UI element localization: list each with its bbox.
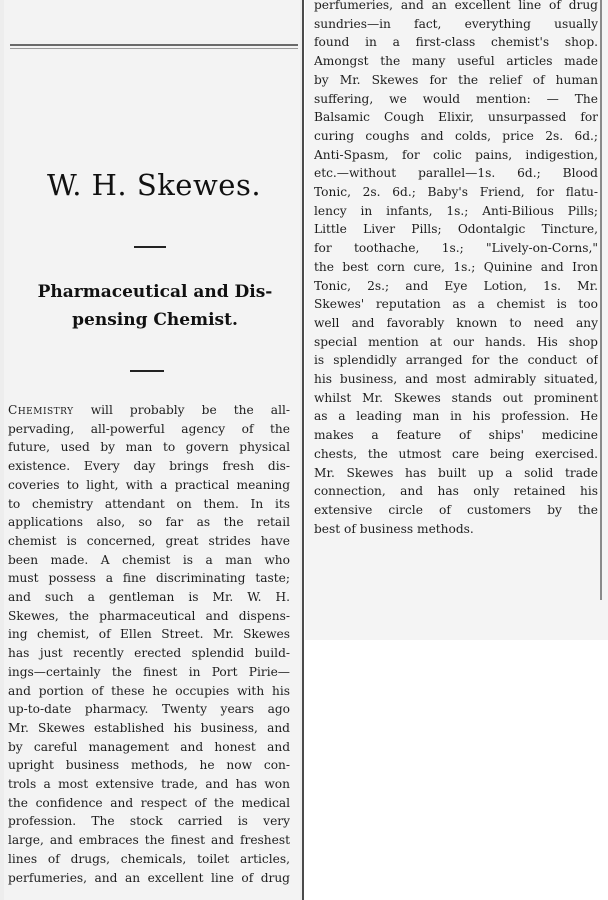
text-line: the confidence and respect of the medical: [8, 795, 290, 810]
article-title: W. H. Skewes.: [46, 168, 262, 202]
text-line: applications also, so far as the retail: [8, 515, 290, 530]
text-line: as a leading man in his profession. He: [314, 409, 598, 424]
text-line: chemist is concerned, great strides have: [8, 533, 290, 548]
text-line: Chemistry will probably be the all-: [8, 403, 290, 417]
text-line: makes a feature of ships' medicine: [314, 428, 598, 443]
text-line: Skewes' reputation as a chemist is too: [314, 297, 598, 312]
text-line: Anti-Spasm, for colic pains, indigestion,: [314, 147, 598, 162]
text-line: and portion of these he occupies with his: [8, 683, 290, 698]
text-line: special mention at our hands. His shop: [314, 334, 598, 349]
subtitle-line-1: Pharmaceutical and Dis-: [37, 282, 273, 302]
text-line: Mr. Skewes established his business, and: [8, 720, 290, 735]
article-body-right: [314, 0, 598, 538]
blank-area: [305, 640, 608, 900]
text-line: Little Liver Pills; Odontalgic Tincture,: [314, 222, 598, 237]
text-line: by Mr. Skewes for the relief of human: [314, 72, 598, 87]
text-line: is splendidly arranged for the conduct of: [314, 353, 598, 368]
text-line: and such a gentleman is Mr. W. H.: [8, 590, 290, 605]
text-line: has just recently erected splendid build-: [8, 646, 290, 661]
text-line: etc.—without parallel—1s. 6d.; Blood: [314, 166, 598, 181]
column-divider: [302, 0, 304, 900]
header-rule-thin: [10, 48, 298, 49]
text-line: perfumeries, and an excellent line of drug: [314, 0, 598, 12]
text-line: future, used by man to govern physical: [8, 440, 290, 455]
text-line: Tonic, 2s. 6d.; Baby's Friend, for flatu-: [314, 185, 598, 200]
text-line: Mr. Skewes has built up a solid trade: [314, 465, 598, 480]
text-line: extensive circle of customers by the: [314, 502, 598, 517]
text-line: Skewes, the pharmaceutical and dispens-: [8, 608, 290, 623]
article-subtitle: [18, 278, 292, 334]
text-line: his business, and most admirably situated,: [314, 372, 598, 387]
right-column-edge-rule: [600, 0, 602, 600]
text-line: profession. The stock carried is very: [8, 814, 290, 829]
title-separator: [134, 246, 166, 248]
text-line: up-to-date pharmacy. Twenty years ago: [8, 702, 290, 717]
text-line: ing chemist, of Ellen Street. Mr. Skewes: [8, 627, 290, 642]
subtitle-separator: [130, 370, 164, 372]
article-body-left: [8, 401, 290, 887]
text-line: must possess a fine discriminating taste;: [8, 571, 290, 586]
text-line: whilst Mr. Skewes stands out prominent: [314, 390, 598, 405]
text-line: Tonic, 2s.; and Eye Lotion, 1s. Mr.: [314, 278, 598, 293]
text-line: ings—certainly the finest in Port Pirie—: [8, 664, 290, 679]
text-line: sundries—in fact, everything usually: [314, 16, 598, 31]
text-line: Balsamic Cough Elixir, unsurpassed for: [314, 110, 598, 125]
text-line: for toothache, 1s.; "Lively-on-Corns,": [314, 241, 598, 256]
text-line: to chemistry attendant on them. In its: [8, 496, 290, 511]
text-line: been made. A chemist is a man who: [8, 552, 290, 567]
text-line: the best corn cure, 1s.; Quinine and Iron: [314, 259, 598, 274]
text-line: large, and embraces the finest and freshest: [8, 833, 290, 848]
text-line: found in a first-class chemist's shop.: [314, 35, 598, 50]
text-line: lines of drugs, chemicals, toilet articles,: [8, 851, 290, 866]
subtitle-line-2: pensing Chemist.: [72, 310, 238, 330]
text-line: chests, the utmost care being exercised.: [314, 446, 598, 461]
text-line: lency in infants, 1s.; Anti-Bilious Pills;: [314, 203, 598, 218]
text-line: curing coughs and colds, price 2s. 6d.;: [314, 128, 598, 143]
text-line: trols a most extensive trade, and has won: [8, 777, 290, 792]
text-line: connection, and has only retained his: [314, 484, 598, 499]
text-line: perfumeries, and an excellent line of drug: [8, 870, 290, 885]
text-line: suffering, we would mention: — The: [314, 91, 598, 106]
drop-word: Chemistry: [8, 403, 74, 417]
text-line: upright business methods, he now con-: [8, 758, 290, 773]
text-line: existence. Every day brings fresh dis-: [8, 459, 290, 474]
text-line: coveries to light, with a practical meaning: [8, 477, 290, 492]
header-rule: [10, 44, 298, 46]
text-line: well and favorably known to need any: [314, 315, 598, 330]
text-line: Amongst the many useful articles made: [314, 54, 598, 69]
text-line: best of business methods.: [314, 521, 474, 536]
text-line: pervading, all-powerful agency of the: [8, 421, 290, 436]
text-line: by careful management and honest and: [8, 739, 290, 754]
